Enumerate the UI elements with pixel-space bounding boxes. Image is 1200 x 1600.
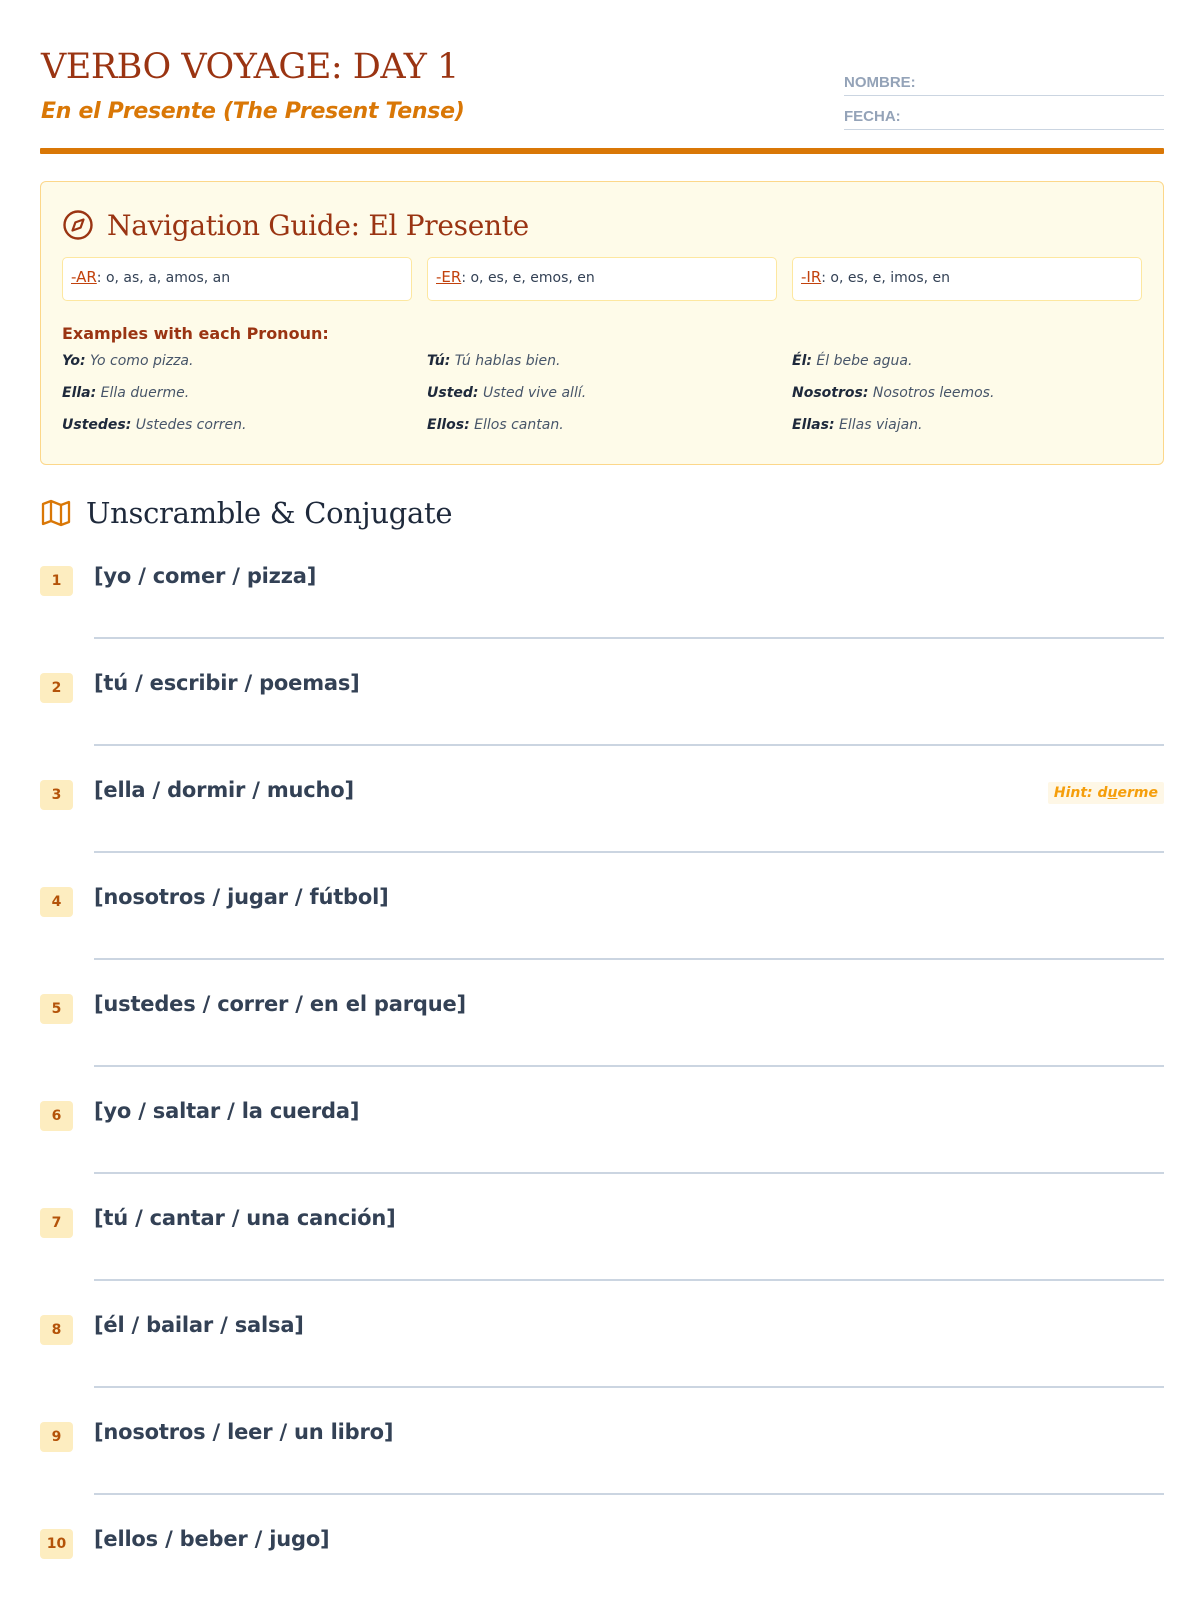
example-sentence: Ella duerme. <box>96 385 190 401</box>
item-number-badge: 1 <box>40 566 73 596</box>
item-number-badge: 8 <box>40 1315 73 1345</box>
example-item <box>427 417 792 436</box>
exercise-item <box>40 1521 1164 1600</box>
ending-forms: : o, es, e, emos, en <box>461 270 595 286</box>
example-item <box>792 417 1152 436</box>
examples-grid <box>62 353 1152 436</box>
example-pronoun: Usted: <box>427 385 479 401</box>
section-heading <box>40 496 452 530</box>
compass-icon <box>61 208 95 242</box>
example-item <box>427 353 792 372</box>
example-sentence: Tú hablas bien. <box>450 353 561 369</box>
exercise-item <box>40 1093 1164 1200</box>
example-item <box>62 353 427 372</box>
item-prompt: [yo / saltar / la cuerda] <box>94 1099 360 1123</box>
ending-forms: : o, as, a, amos, an <box>96 270 231 286</box>
answer-line[interactable] <box>94 637 1164 639</box>
answer-line[interactable] <box>94 1172 1164 1174</box>
item-prompt: [él / bailar / salsa] <box>94 1313 304 1337</box>
ending-forms: : o, es, e, imos, en <box>821 270 950 286</box>
item-prompt: [tú / cantar / una canción] <box>94 1206 396 1230</box>
item-prompt: [nosotros / jugar / fútbol] <box>94 885 389 909</box>
answer-line[interactable] <box>94 958 1164 960</box>
answer-line[interactable] <box>94 1065 1164 1067</box>
example-pronoun: Él: <box>792 353 812 369</box>
example-sentence: Él bebe agua. <box>811 353 913 369</box>
answer-line[interactable] <box>94 744 1164 746</box>
hint-badge <box>1048 782 1164 804</box>
hint-underlined-letter: u <box>1107 785 1118 801</box>
example-sentence: Ellas viajan. <box>834 417 923 433</box>
map-icon <box>40 497 72 529</box>
item-prompt: [nosotros / leer / un libro] <box>94 1420 394 1444</box>
examples-label: Examples with each Pronoun: <box>62 324 329 343</box>
example-item <box>427 385 792 404</box>
section-title: Unscramble & Conjugate <box>86 496 453 530</box>
exercise-item <box>40 665 1164 772</box>
example-sentence: Usted vive allí. <box>478 385 587 401</box>
example-pronoun: Ustedes: <box>62 417 132 433</box>
example-sentence: Ustedes corren. <box>131 417 247 433</box>
item-number-badge: 5 <box>40 994 73 1024</box>
ending-ar-card <box>62 257 412 301</box>
ending-tag: -AR <box>71 268 97 286</box>
item-prompt: [yo / comer / pizza] <box>94 564 317 588</box>
exercise-item <box>40 879 1164 986</box>
item-number-badge: 7 <box>40 1208 73 1238</box>
hint-suffix: erme <box>1117 785 1158 801</box>
example-sentence: Yo como pizza. <box>85 353 194 369</box>
item-number-badge: 9 <box>40 1422 73 1452</box>
exercise-item <box>40 1414 1164 1521</box>
header-divider <box>40 148 1164 154</box>
navigation-guide-box <box>40 181 1164 465</box>
example-item <box>792 353 1152 372</box>
example-pronoun: Nosotros: <box>792 385 869 401</box>
example-pronoun: Tú: <box>427 353 451 369</box>
item-number-badge: 6 <box>40 1101 73 1131</box>
example-pronoun: Yo: <box>62 353 86 369</box>
ending-tag: -IR <box>801 268 822 286</box>
answer-line[interactable] <box>94 1279 1164 1281</box>
item-number-badge: 4 <box>40 887 73 917</box>
exercise-item <box>40 1307 1164 1414</box>
exercise-item <box>40 558 1164 665</box>
item-number-badge: 3 <box>40 780 73 810</box>
worksheet-page <box>40 0 1164 1552</box>
hint-prefix: Hint: d <box>1053 785 1108 801</box>
item-prompt: [ustedes / correr / en el parque] <box>94 992 466 1016</box>
example-item <box>792 385 1152 404</box>
nombre-field[interactable] <box>844 70 1164 96</box>
item-prompt: [ellos / beber / jugo] <box>94 1527 330 1551</box>
example-pronoun: Ellos: <box>427 417 470 433</box>
exercise-item <box>40 986 1164 1093</box>
item-number-badge: 10 <box>40 1529 73 1559</box>
exercise-list <box>40 558 1164 1600</box>
nombre-label: NOMBRE: <box>844 74 916 91</box>
ending-ir-card <box>792 257 1142 301</box>
page-subtitle: En el Presente (The Present Tense) <box>41 99 465 124</box>
worksheet-header <box>40 0 1164 156</box>
example-item <box>62 385 427 404</box>
answer-line[interactable] <box>94 851 1164 853</box>
item-number-badge: 2 <box>40 673 73 703</box>
item-prompt: [ella / dormir / mucho] <box>94 778 354 802</box>
example-sentence: Ellos cantan. <box>469 417 564 433</box>
fecha-label: FECHA: <box>844 108 901 125</box>
example-sentence: Nosotros leemos. <box>868 385 995 401</box>
exercise-item <box>40 772 1164 879</box>
example-pronoun: Ellas: <box>792 417 835 433</box>
exercise-item <box>40 1200 1164 1307</box>
answer-line[interactable] <box>94 1493 1164 1495</box>
fecha-field[interactable] <box>844 104 1164 130</box>
item-prompt: [tú / escribir / poemas] <box>94 671 360 695</box>
guide-heading <box>61 208 529 242</box>
ending-tag: -ER <box>436 268 462 286</box>
ending-er-card <box>427 257 777 301</box>
page-title: VERBO VOYAGE: DAY 1 <box>41 47 459 87</box>
answer-line[interactable] <box>94 1386 1164 1388</box>
endings-row <box>62 257 1142 301</box>
example-item <box>62 417 427 436</box>
guide-title: Navigation Guide: El Presente <box>107 208 529 242</box>
example-pronoun: Ella: <box>62 385 97 401</box>
